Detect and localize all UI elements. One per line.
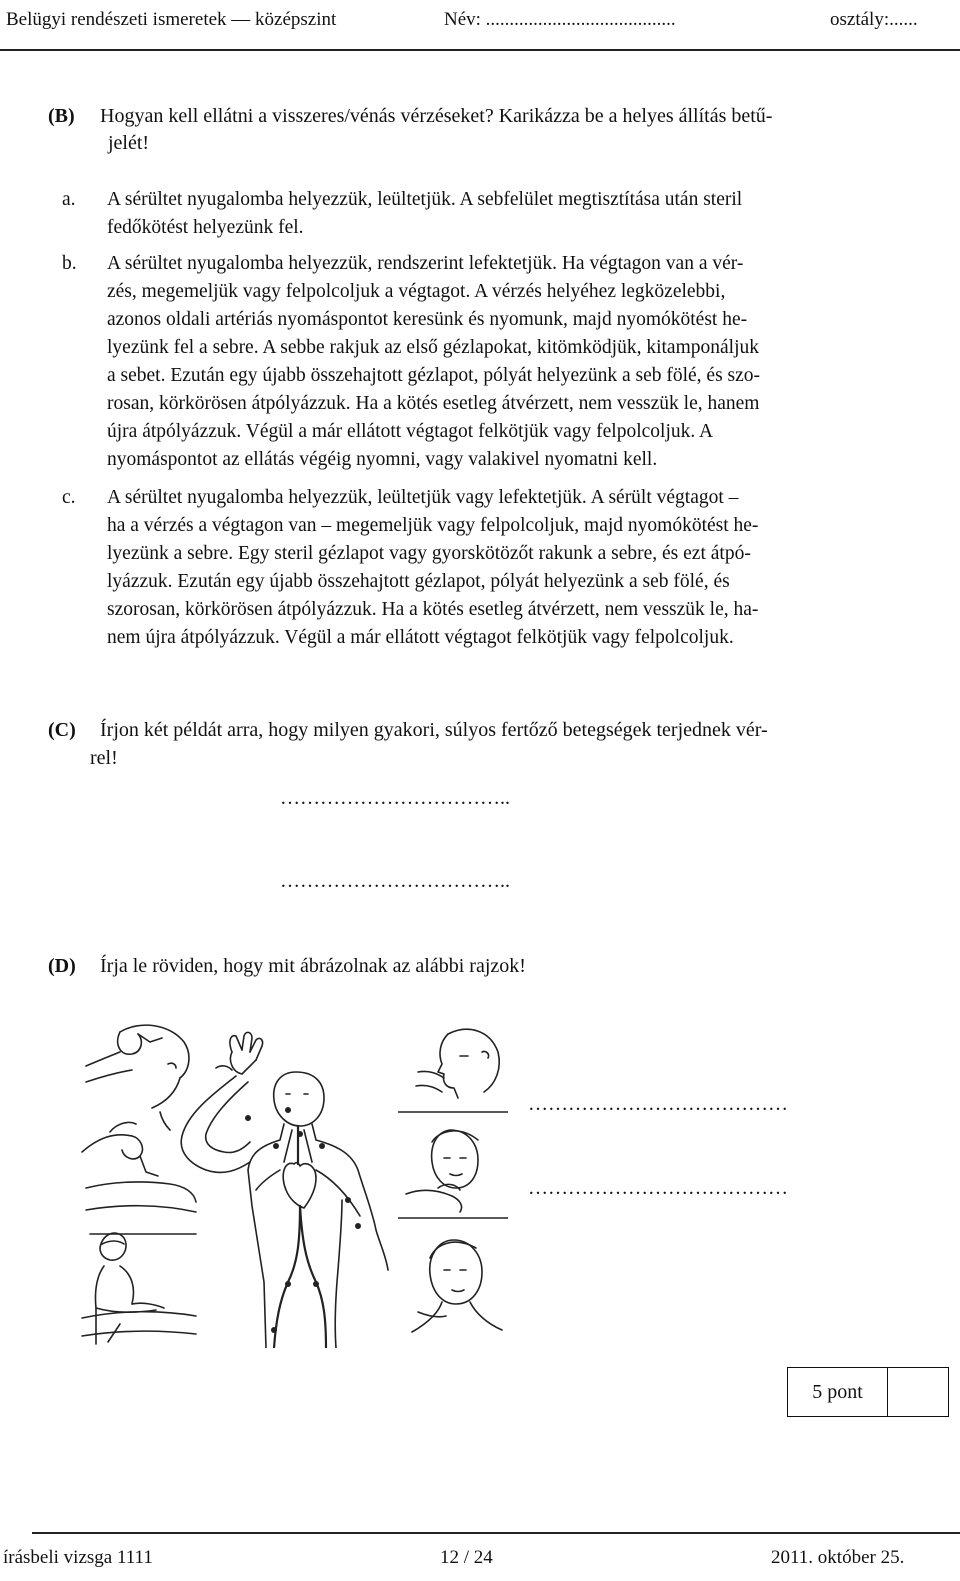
option-b-line: a sebet. Ezután egy újabb összehajtott gézlapot, pólyát helyezünk a seb fölé, és szo- [107, 365, 761, 386]
option-c-line: nem újra átpólyázzuk. Végül a már ellátott végtagot felkötjük vagy felpolcoljuk. [107, 627, 734, 648]
option-c-line: szorosan, körkörösen átpólyázzuk. Ha a kötés esetleg átvérzett, nem vesszük le, ha- [107, 599, 759, 620]
option-b-line: A sérültet nyugalomba helyezzük, rendszerint lefektetjük. Ha végtagon van a vér- [107, 253, 744, 274]
answer-line-c1[interactable]: …………………………….. [280, 787, 510, 809]
footer-exam: írásbeli vizsga 1111 [3, 1547, 153, 1568]
footer-rule [32, 1532, 960, 1534]
option-a-line: fedőkötést helyezünk fel. [107, 216, 304, 238]
option-c-label[interactable]: c. [62, 487, 76, 508]
option-c-line: lyázzuk. Ezután egy újabb összehajtott gézlapot, pólyát helyezünk a seb fölé, és [107, 571, 730, 592]
option-c-line: lyezünk a sebre. Egy steril gézlapot vagy gyorskötözőt rakunk a sebre, és ezt átpó- [107, 543, 751, 564]
option-b-line: újra átpólyázzuk. Végül a már ellátott végtagot felkötjük vagy felpolcoljuk. A [107, 421, 714, 442]
score-input[interactable] [888, 1368, 948, 1416]
option-a-line: A sérültet nyugalomba helyezzük, leültetjük. A sebfelület megtisztítása után steril [107, 189, 743, 210]
first-aid-drawing-right-panels [398, 1012, 508, 1348]
header-subject: Belügyi rendészeti ismeretek — középszint [6, 9, 337, 30]
question-c-label: (C) [48, 719, 76, 741]
question-c-text-line1: Írjon két példát arra, hogy milyen gyakori, súlyos fertőző betegségek terjednek vér- [100, 719, 768, 741]
question-c-text-line2: rel! [90, 747, 118, 769]
option-b-line: azonos oldali artériás nyomáspontot keresünk és nyomunk, majd nyomókötést he- [107, 309, 748, 330]
answer-line-d2[interactable]: ………………………………… [528, 1177, 788, 1199]
option-c-line: ha a vérzés a végtagon van – megemeljük vagy felpolcoljuk, majd nyomókötést he- [107, 515, 759, 536]
question-b-label: (B) [48, 105, 75, 127]
option-c-line: A sérültet nyugalomba helyezzük, leültetjük vagy lefektetjük. A sérült végtagot – [107, 487, 739, 508]
option-a-label[interactable]: a. [62, 189, 76, 210]
option-b-line: zés, megemeljük vagy felpolcoljuk a végtagot. A vérzés helyéhez legközelebbi, [107, 281, 726, 302]
header-rule [0, 49, 960, 51]
question-b-text-line2: jelét! [108, 132, 150, 154]
footer-date: 2011. október 25. [771, 1547, 905, 1568]
answer-line-d1[interactable]: ………………………………… [528, 1093, 788, 1115]
option-b-line: nyomáspontot az ellátás végéig nyomni, vagy valakivel nyomatni kell. [107, 449, 658, 470]
question-d-label: (D) [48, 955, 76, 977]
header-class-field: osztály:...... [830, 9, 918, 30]
score-box [787, 1367, 949, 1417]
option-b-line: lyezünk fel a sebre. A sebbe rakjuk az első gézlapokat, kitömködjük, kitamponáljuk [107, 337, 759, 358]
circulatory-system-drawing [176, 1030, 398, 1348]
option-b-line: rosan, körkörösen átpólyázzuk. Ha a kötés esetleg átvérzett, nem vesszük le, hanem [107, 393, 760, 414]
question-b-text-line1: Hogyan kell ellátni a visszeres/vénás vérzéseket? Karikázza be a helyes állítás betű- [100, 105, 773, 127]
question-d [48, 953, 948, 983]
question-d-text: Írja le röviden, hogy mit ábrázolnak az alábbi rajzok! [100, 955, 526, 977]
header-name-field: Név: ........................................ [444, 9, 676, 30]
option-b-label[interactable]: b. [62, 253, 77, 274]
answer-line-c2[interactable]: …………………………….. [280, 870, 510, 892]
question-b [48, 103, 948, 163]
score-label: 5 pont [788, 1368, 888, 1416]
footer-page-number: 12 / 24 [440, 1547, 493, 1568]
page-header [0, 0, 960, 46]
question-c [48, 717, 948, 777]
